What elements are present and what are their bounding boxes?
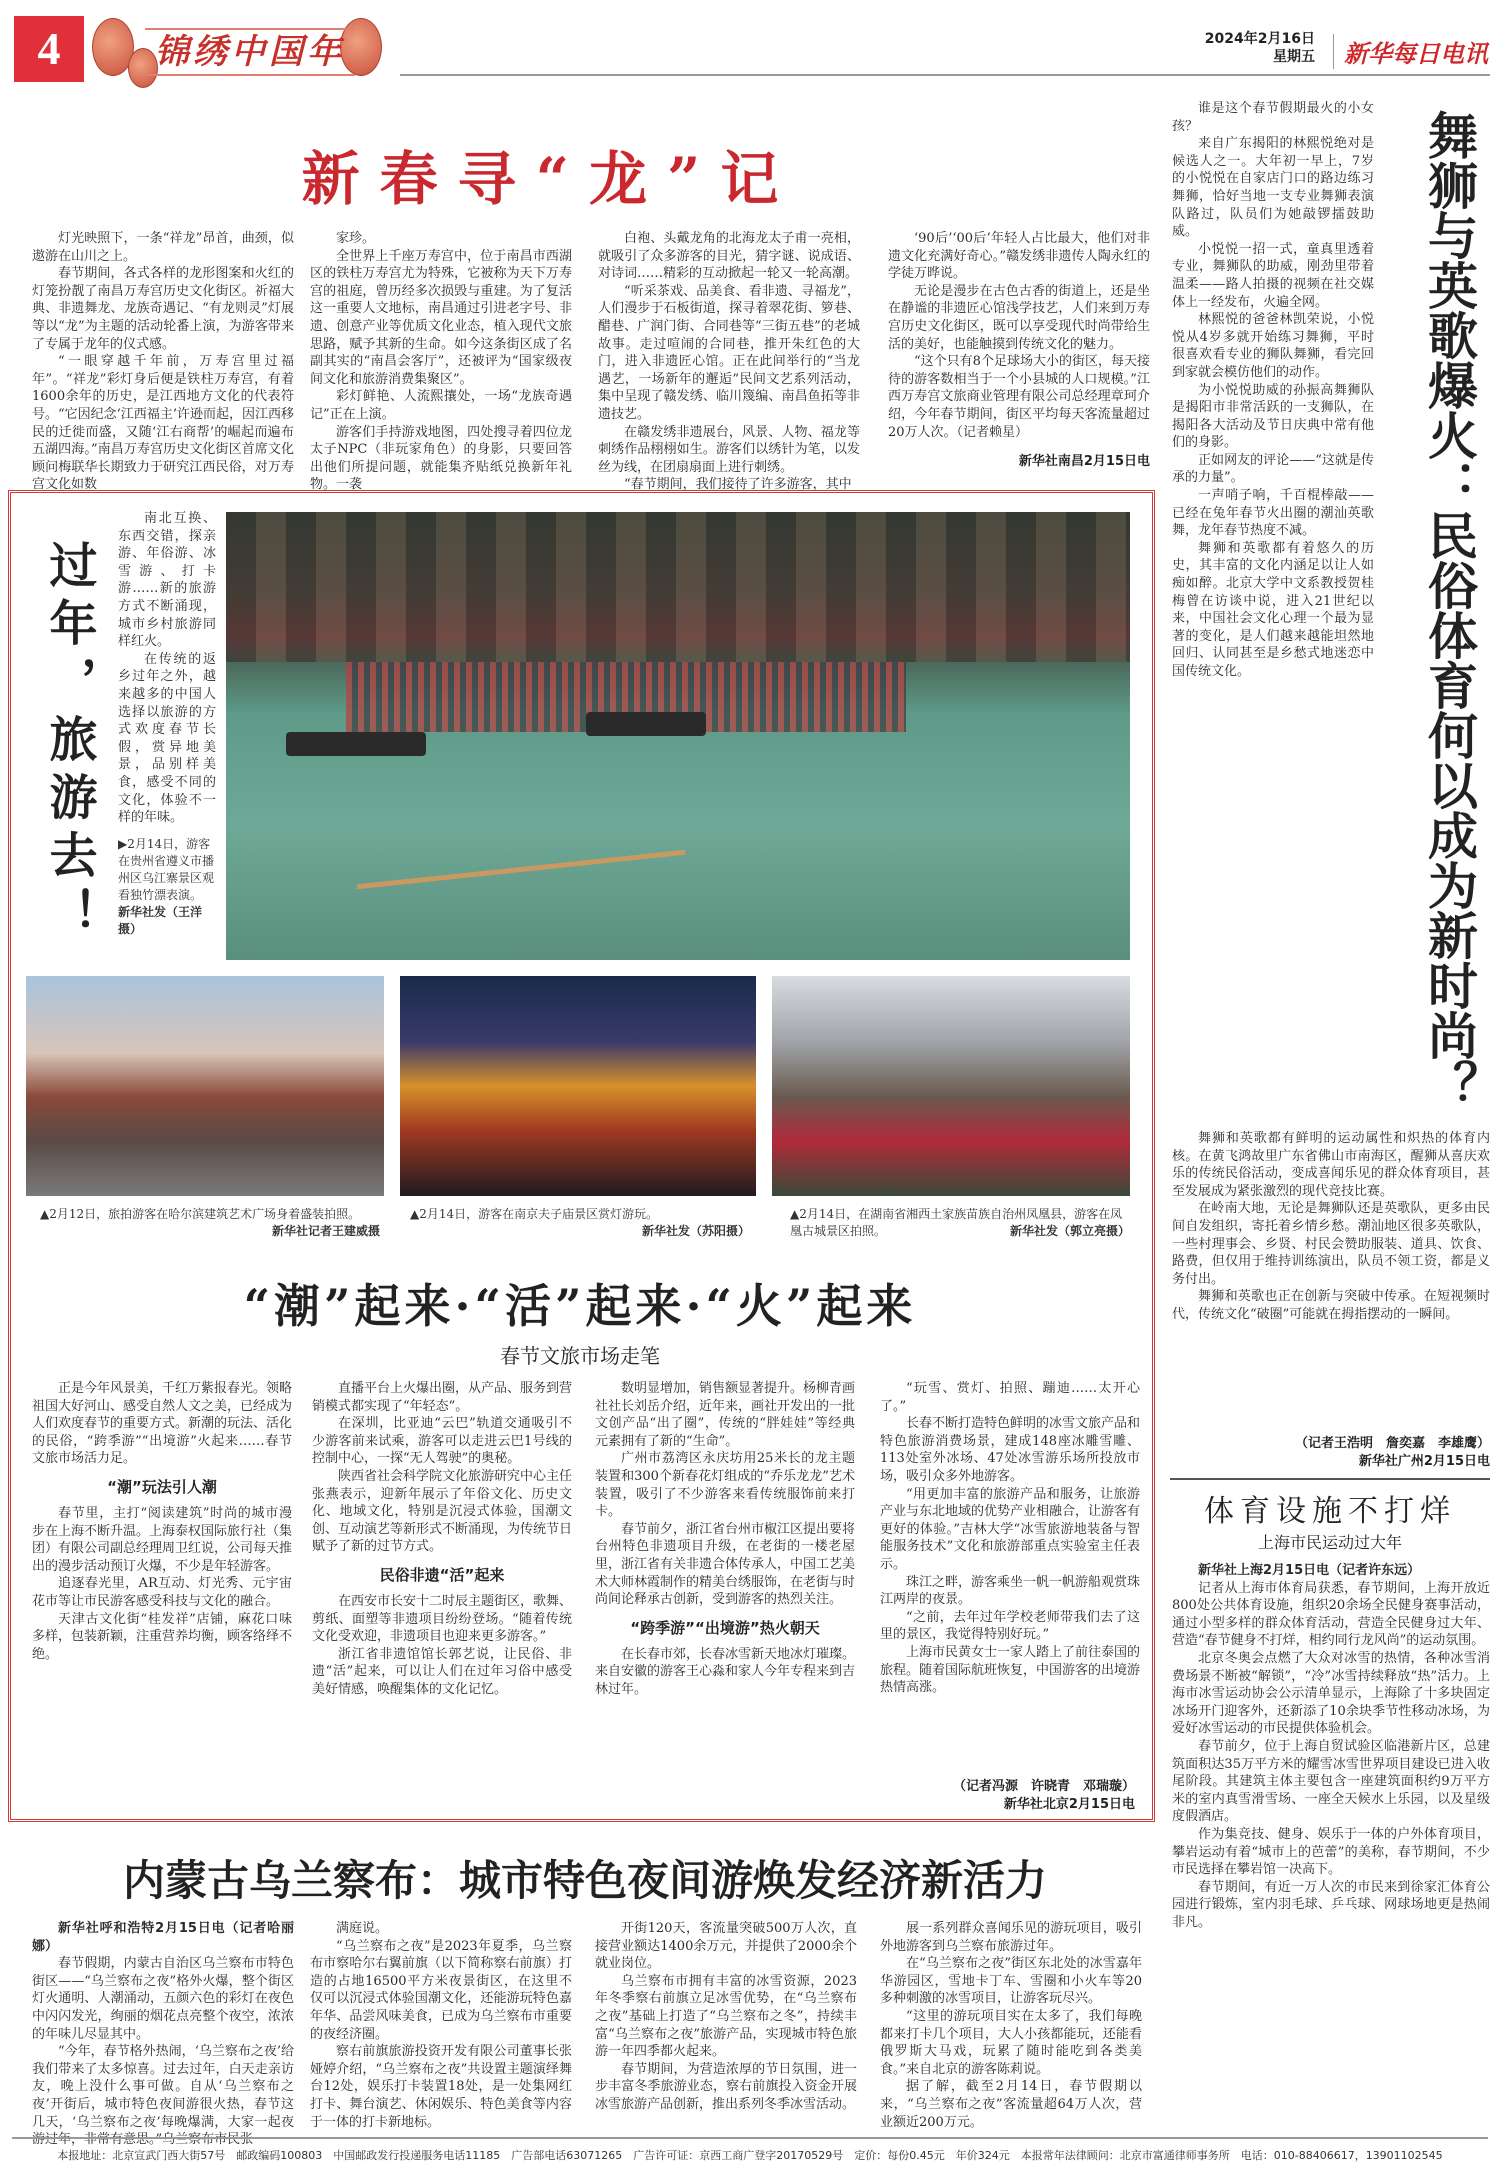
caption-credit: 新华社发（苏阳摄）	[641, 1224, 750, 1238]
article2-col	[595, 1380, 855, 1810]
paragraph: 在长春市郊，长春冰雪新天地冰灯璀璨。来自安徽的游客王心淼和家人今年专程来到吉林过年。	[595, 1646, 856, 1697]
photo-caption	[790, 1206, 1130, 1240]
paragraph: 春节前夕，位于上海自贸试验区临港新片区，总建筑面积达35万平方米的耀雪冰雪世界项目建设已进入收尾阶段。其建筑主体主要包含一座建筑面积约9万平方米的室内真雪滑雪场、一座全天候水上乐园，以及星级度假酒店。	[1172, 1738, 1490, 1825]
paragraph: 南北互换、东西交错，探亲游、年俗游、冰雪游、打卡游……新的旅游方式不断涌现，城市乡村旅游同样红火。	[118, 511, 216, 650]
photo-caption	[410, 1206, 750, 1240]
article1-title: 新春寻“龙”记	[301, 145, 799, 213]
paragraph: 珠江之畔，游客乘坐一帆一帆游船观赏珠江两岸的夜景。	[880, 1574, 1141, 1608]
photo-section-title: 过年，旅游去！	[41, 540, 97, 946]
sports-box-subtitle: 上海市民运动过大年	[1257, 1533, 1402, 1552]
caption-text: ▶2月14日，游客在贵州省遵义市播州区乌江寨景区观看独竹漂表演。	[118, 837, 215, 902]
article3-lead	[32, 1920, 294, 1955]
sports-lead	[1172, 1562, 1490, 1580]
paragraph: 在赣发绣非遗展台，风景、人物、福龙等刺绣作品栩栩如生。游客们以绣针为笔，以发丝为线，在团扇扇面上进行刺绣。	[598, 424, 860, 475]
paragraph: 天津古文化街“桂发祥”店铺，麻花口味多样，包装新颖，注重营养均衡，顾客络绎不绝。	[32, 1611, 293, 1662]
paragraph: 满庭说。	[336, 1921, 389, 1936]
paragraph: 陕西省社会科学院文化旅游研究中心主任张燕表示，迎新年展示了年俗文化、历史文化、地域文化，特别是沉浸式体验，国潮文创、互动演艺等新形式不断涌现，为传统节日赋予了新的过节方式。	[312, 1468, 573, 1555]
paragraph: “今年，春节格外热闹，‘乌兰察布之夜’给我们带来了太多惊喜。过去过年，白天走亲访友，晚上没什么事可做。自从‘乌兰察布之夜’开街后，城市特色夜间游很火热，春节这几天，‘乌兰察布之夜’每晚爆满，大家一起夜游过年，非常有意思。”乌兰察布市民张	[32, 2044, 294, 2148]
paragraph: 舞狮和英歌也正在创新与突破中传承。在短视频时代，传统文化“破圈”可能就在拇指摆动的一瞬间。	[1172, 1289, 1490, 1322]
paragraph: “春节期间，我们接待了许多游客，其中	[624, 477, 852, 493]
article2-col	[312, 1380, 572, 1810]
article2-col	[880, 1380, 1140, 1775]
article3-col	[310, 1920, 572, 2130]
sidebar-title: 舞狮与英歌爆火：民俗体育何以成为新时尚？	[1420, 110, 1479, 1110]
date-text: 2024年2月16日	[1204, 31, 1315, 47]
paragraph: 在西安市长安十二时辰主题街区，歌舞、剪纸、面塑等非遗项目纷纷登场。“随着传统文化受欢迎，非遗项目也迎来更多游客。”	[312, 1593, 573, 1645]
article2-subtitle: 春节文旅市场走笔	[500, 1344, 660, 1368]
paragraph: 开街120天，客流量突破500万人次，直接营业额达1400余万元，并提供了2000余个就业岗位。	[595, 1921, 857, 1972]
paragraph: 舞狮和英歌都有鲜明的运动属性和炽热的体育内核。在黄飞鸿故里广东省佛山市南海区，醒狮从喜庆欢乐的传统民俗活动，变成喜闻乐见的群众体育项目，甚至发展成为紧张激烈的现代竞技比赛。	[1172, 1131, 1490, 1199]
paragraph: ‘90后’‘00后’年轻人占比最大，他们对非遗文化充满好奇心。”赣发绣非遗传人陶永红的学徒万晔说。	[888, 231, 1150, 282]
paragraph: 在“乌兰察布之夜”街区东北处的冰雪嘉年华游园区，雪地卡丁车、雪圈和小火车等20多种刺激的冰雪项目，让游客玩尽兴。	[880, 1956, 1142, 2007]
caption-credit: 新华社发（郭立亮摄）	[1009, 1224, 1130, 1238]
paragraph: 正是今年风景美，千红万紫报春光。领略祖国大好河山、感受自然人文之美，已经成为人们欢度春节的重要方式。新潮的玩法、活化的民俗，“跨季游”“出境游”火起来……春节文旅市场活力足。	[32, 1381, 293, 1467]
sports-paras	[1172, 1580, 1490, 1932]
paragraph: 数明显增加，销售额显著提升。杨柳青画社社长刘岳介绍，近年来，画社开发出的一批文创产品“出了圈”，传统的“胖娃娃”等经典元素拥有了新的“生命”。	[595, 1381, 856, 1449]
footer-info: 本报地址：北京宣武门西大街57号 邮政编码100803 中国邮政发行投递服务电话11185 广告部电话63071265 广告许可证：京西工商广登字20170529号 定价：每份0.45元 年价324元 本报常年法律顾问：北京市富通律师事务所 电话：010-88406617，13901102545	[12, 2137, 1488, 2163]
paragraph: 灯光映照下，一条“祥龙”昂首，曲颈，似遨游在山川之上。	[32, 231, 294, 264]
paper-logo: 新华每日电讯	[1333, 34, 1488, 69]
sidebar-dateline: 新华社广州2月15日电	[1358, 1454, 1490, 1469]
sports-lead-dateline: 新华社上海2月15日电（记者许东远）	[1198, 1563, 1421, 1578]
paragraph: 无论是漫步在古色古香的街道上，还是坐在静谧的非遗匠心馆浅学技艺，人们来到万寿宫历史文化街区，既可以享受现代时尚带给生活的美好，也能触摸到传统文化的魅力。	[888, 283, 1150, 352]
paragraph: 在传统的返乡过年之外，越来越多的中国人选择以旅游的方式欢度春节长假，赏异地美景，品别样美食，感受不同的文化，体验不一样的年味。	[118, 651, 216, 826]
paragraph: 追逐春光里，AR互动、灯光秀、元宇宙花市等让市民游客感受科技与文化的融合。	[32, 1576, 292, 1609]
paragraph: 直播平台上火爆出圈，从产品、服务到营销模式都实现了“年轻态”。	[312, 1381, 573, 1414]
paragraph: 春节期间，各式各样的龙形图案和火红的灯笼扮靓了南昌万寿宫历史文化街区。祈福大典、非遗舞龙、龙族奇遇记、“有龙则灵”灯展等以“龙”为主题的活动轮番上演，为游客带来了专属于龙年的仪式感。	[32, 266, 294, 352]
paragraph: 展一系列群众喜闻乐见的游玩项目，吸引外地游客到乌兰察布旅游过年。	[880, 1921, 1142, 1954]
paragraph: 春节期间，为营造浓厚的节日氛围，进一步丰富冬季旅游业态，察右前旗投入资金开展冰雪旅游产品创新，推出系列冬季冰雪活动。	[595, 2061, 857, 2112]
paragraph: 在岭南大地，无论是舞狮队还是英歌队，更多由民间自发组织，寄托着乡情乡愁。潮汕地区很多英歌队，一些村理事会、乡贤、村民会赞助服装、道具、饮食、路费，但仅用于维持训练演出，队员不领工资，都是义务付出。	[1172, 1201, 1490, 1287]
article3-lead-dateline: 新华社呼和浩特2月15日电（记者哈丽娜）	[32, 1921, 294, 1954]
main-photo-caption	[118, 836, 216, 938]
caption-text: ▲2月12日，旅拍游客在哈尔滨建筑艺术广场身着盛装拍照。	[40, 1207, 361, 1221]
photo-fenghuang	[772, 976, 1130, 1196]
paragraph: 为小悦悦助威的孙振高舞狮队是揭阳市非常活跃的一支狮队，在揭阳各大活动及节日庆典中常有他们的身影。	[1172, 382, 1374, 451]
article1-col	[310, 230, 572, 493]
paragraph: 家珍。	[336, 231, 376, 246]
section-subhead: 民俗非遗“活”起来	[379, 1565, 505, 1584]
paragraph: “这个只有8个足球场大小的街区，每天接待的游客数相当于一个小县城的人口规模。”江西万寿宫文旅商业管理有限公司总经理章珂介绍，今年春节期间，街区平均每天客流量超过20万人次。（记者赖星）	[888, 354, 1150, 440]
paragraph: “一眼穿越千年前，万寿宫里过福年”。“祥龙”彩灯身后便是铁柱万寿宫，有着1600余年的历史，是江西地方文化的代表符号。“它因纪念‘江西福主’许逊而起，因江西移民的迁徙而盛，又随‘江右商帮’的崛起而遍布五湖四海。”南昌万寿宫历史文化街区首席文化顾问梅联华长期致力于研究江西民俗，对万寿宫文化如数	[32, 354, 294, 493]
sidebar-wide-col	[1172, 1130, 1490, 1430]
paragraph: 春节里，主打“阅读建筑”时尚的城市漫步在上海不断升温。上海泰权国际旅行社（集团）有限公司副总经理周卫红说，公司每天推出的漫步活动预订火爆，不少是年轻游客。	[32, 1505, 293, 1574]
article2-dateline: 新华社北京2月15日电	[1003, 1797, 1135, 1812]
paragraph: 乌兰察布市拥有丰富的冰雪资源，2023年冬季察右前旗立足冰雪优势，在“乌兰察布之夜”基础上打造了“乌兰察布之冬”，持续丰富“乌兰察布之夜”旅游产品，实现城市特色旅游一年四季都火起来。	[595, 1973, 857, 2060]
paragraph: 正如网友的评论——“这就是传承的力量”。	[1172, 452, 1374, 486]
sports-box-title: 体育设施不打烊	[1170, 1478, 1490, 1530]
article2-col	[32, 1380, 292, 1810]
caption-text: ▲2月14日，游客在南京夫子庙景区赏灯游玩。	[410, 1207, 659, 1221]
paragraph: 广州市荔湾区永庆坊用25米长的龙主题装置和300个新春花灯组成的“乔乐龙龙”艺术装置，吸引了不少游客来看传统服饰前来打卡。	[595, 1451, 855, 1520]
paragraph: “用更加丰富的旅游产品和服务，让旅游产业与东北地域的优势产业相融合，让游客有更好的体验。”吉林大学“冰雪旅游地装备与智能服务技术”文化和旅游部重点实验室主任表示。	[880, 1486, 1141, 1572]
sports-box-body	[1172, 1562, 1490, 2112]
header-rule	[400, 74, 1490, 76]
paragraph: 小悦悦一招一式，童真里透着专业，舞狮队的助威，刚劲里带着温柔——路人拍摄的视频在社交媒体上一经发布，火遍全网。	[1172, 241, 1374, 310]
paragraph: 全世界上千座万寿宫中，位于南昌市西湖区的铁柱万寿宫尤为特殊，它被称为天下万寿宫的祖庭，曾历经多次损毁与重建。为了复活这一重要人文地标，南昌通过引进老字号、非遗、创意产业等优质文化业态，植入现代文旅思路，赋予其新的生命。如今这条街区成了名副其实的“南昌会客厅”，还被评为“国家级夜间文化和旅游消费集聚区”。	[310, 248, 572, 387]
article1-dateline: 新华社南昌2月15日电	[1018, 454, 1150, 469]
page-number: 4	[14, 16, 84, 82]
paragraph: “这里的游玩项目实在太多了，我们每晚都来打卡几个项目，大人小孩都能玩，还能看俄罗斯大马戏，玩累了随时能吃到各类美食。”来自北京的游客陈莉说。	[880, 2008, 1142, 2077]
section-logo: 锦绣中国年	[145, 28, 355, 76]
article1-col	[598, 230, 860, 493]
paragraph: 舞狮和英歌都有着悠久的历史，其丰富的文化内涵足以让人如痴如醉。北京大学中文系教授贺桂梅曾在访谈中说，进入21世纪以来，中国社会文化心理一个最为显著的变化，是人们越来越能坦然地回归、认同甚至是乡愁式地迷恋中国传统文化。	[1172, 540, 1374, 679]
paragraph: 作为集竞技、健身、娱乐于一体的户外体育项目，攀岩运动有着“城市上的芭蕾”的美称，春节期间，不少市民选择在攀岩馆一决高下。	[1172, 1826, 1490, 1878]
weekday-text: 星期五	[1273, 49, 1315, 65]
sidebar-byline: （记者王浩明 詹奕嘉 李雄鹰）	[1294, 1436, 1490, 1451]
paragraph: “之前，去年过年学校老师带我们去了这里的景区，我觉得特别好玩。”	[880, 1609, 1140, 1643]
article1-col	[32, 230, 294, 493]
paragraph: 浙江省非遗馆馆长郭艺说，让民俗、非遗“活”起来，可以让人们在过年习俗中感受美好情感，唤醒集体的文化记忆。	[312, 1646, 572, 1697]
issue-date	[1205, 30, 1315, 66]
article1-col	[888, 230, 1150, 450]
caption-credit: 新华社发（王洋摄）	[118, 905, 203, 936]
article2-title: “潮”起来·“活”起来·“火”起来	[243, 1279, 917, 1333]
paragraph: 彩灯鲜艳、人流熙攘处，一场“龙族奇遇记”正在上演。	[310, 389, 572, 422]
paragraph: 上海市民黄女士一家人踏上了前往泰国的旅程。随着国际航班恢复，中国游客的出境游热情高涨。	[880, 1644, 1141, 1696]
paragraph: 在深圳，比亚迪“云巴”轨道交通吸引不少游客前来试乘，游客可以走进云巴1号线的控制中心，一探“无人驾驶”的奥秘。	[312, 1416, 572, 1467]
article3-col	[595, 1920, 857, 2120]
sidebar-col	[1172, 100, 1374, 1125]
section-subhead: “跨季游”“出境游”热火朝天	[630, 1618, 820, 1637]
main-photo-bamboo-rafting	[226, 512, 1130, 960]
photo-caption	[40, 1206, 380, 1240]
paragraph: 春节前夕，浙江省台州市椒江区提出要将台州特色非遗项目升级，在老街的一楼老屋里，浙江省有关非遗合体传承人，中国工艺美术大师林霞制作的精美台绣服饰，在老街与时尚间论释承古创新，受到游客的热烈关注。	[595, 1521, 856, 1608]
article3-col	[880, 1920, 1142, 2130]
paragraph: 察右前旗旅游投资开发有限公司董事长张娅婷介绍，“乌兰察布之夜”共设置主题演绎舞台12处，娱乐打卡装置18处，是一处集网红打卡、舞台演艺、休闲娱乐、特色美食等内容于一体的打卡新地标。	[310, 2044, 572, 2130]
paragraph: 谁是这个春节假期最火的小女孩？	[1172, 101, 1374, 134]
section-subhead: “潮”玩法引人潮	[107, 1477, 217, 1496]
paragraph: 来自广东揭阳的林熙悦绝对是候选人之一。大年初一早上，7岁的小悦悦在自家店门口的路边练习舞狮，恰好当地一支专业舞狮表演队路过，队员们为她敲锣擂鼓助威。	[1172, 136, 1374, 240]
paragraph: 白袍、头戴龙角的北海龙太子甫一亮相，就吸引了众多游客的目光，猜字谜、说成语、对诗词……精彩的互动掀起一轮又一轮高潮。	[598, 231, 860, 282]
paragraph: “玩雪、赏灯、拍照、蹦迪……太开心了。”	[880, 1381, 1140, 1414]
paragraph: 记者从上海市体育局获悉，春节期间，上海开放近800处公共体育设施，组织20余场全民健身赛事活动，通过小型多样的群众体育活动，营造全民健身过大年、营造“春节健身不打烊，相约同行龙风尚”的运动氛围。	[1172, 1580, 1490, 1649]
paragraph: 游客们手持游戏地图，四处搜寻着四位龙太子NPC（非玩家角色）的身影，只要回答出他们所提问题，就能集齐贴纸兑换新年礼物。一袭	[310, 424, 572, 493]
paragraph: 长春不断打造特色鲜明的冰雪文旅产品和特色旅游消费场景，建成148座冰雕雪雕、113处室外冰场、47处冰雪游乐场所投放市场，吸引众多外地游客。	[880, 1416, 1141, 1484]
photo-intro	[118, 510, 216, 826]
caption-credit: 新华社记者王建威摄	[271, 1224, 380, 1238]
caption-text: ▲2月14日，在湖南省湘西土家族苗族自治州凤凰县，游客在凤凰古城景区拍照。	[790, 1207, 1123, 1238]
paragraph: 一声哨子响，千百棍棒敲——已经在兔年春节火出圈的潮汕英歌舞，龙年春节热度不减。	[1172, 488, 1374, 539]
article3-title: 内蒙古乌兰察布：城市特色夜间游焕发经济新活力	[122, 1856, 1047, 1905]
paragraph: “乌兰察布之夜”是2023年夏季，乌兰察布市察哈尔右翼前旗（以下简称察右前旗）打造的占地16500平方米夜景街区，在这里不仅可以沉浸式体验国潮文化，还能游玩特色嘉年华、品尝风味美食，已成为乌兰察布市重要的夜经济圈。	[310, 1938, 572, 2042]
paragraph: 北京冬奥会点燃了大众对冰雪的热情，各种冰雪消费场景不断被“解锁”，“冷”冰雪持续释放“热”活力。上海市冰雪运动协会公示清单显示，上海除了十多块固定冰场开门迎客外，还新添了10余块季节性移动冰场，为爱好冰雪运动的市民提供体验机会。	[1172, 1650, 1490, 1737]
paragraph: 据了解，截至2月14日，春节假期以来，“乌兰察布之夜”客流量超64万人次，营业额近200万元。	[880, 2079, 1142, 2130]
paragraph: “听采茶戏、品美食、看非遗、寻福龙”，人们漫步于石板街道，探寻着翠花街、箩巷、醋巷、广润门街、合同巷等“三街五巷”的老城故事。走过喧闹的合同巷，推开朱红色的大门，进入非遗匠心馆。正在此间举行的“当龙遇艺，一场新年的邂逅”民间文艺系列活动，集中呈现了赣发绣、临川篾编、南昌鱼拓等非遗技艺。	[598, 283, 860, 422]
paragraph: 春节期间，有近一万人次的市民来到徐家汇体育公园进行锻炼，室内羽毛球、乒乓球、网球场地更是热闹非凡。	[1172, 1879, 1490, 1930]
photo-harbin	[26, 976, 384, 1196]
paragraph: 春节假期，内蒙古自治区乌兰察布市特色街区——“乌兰察布之夜”格外火爆，整个街区灯火通明、人潮涌动，五颜六色的彩灯在夜色中闪闪发光，绚丽的烟花点亮整个夜空，浓浓的年味儿尽显其中。	[32, 1956, 294, 2042]
paragraph: 林熙悦的爸爸林凯荣说，小悦悦从4岁多就开始练习舞狮，平时很喜欢看专业的狮队舞狮，看完回到家就会模仿他们的动作。	[1172, 312, 1374, 380]
article2-byline: （记者冯源 许晓青 邓瑞璇）	[952, 1779, 1135, 1794]
article3-col	[32, 1920, 294, 2148]
photo-nanjing-lanterns	[400, 976, 756, 1196]
